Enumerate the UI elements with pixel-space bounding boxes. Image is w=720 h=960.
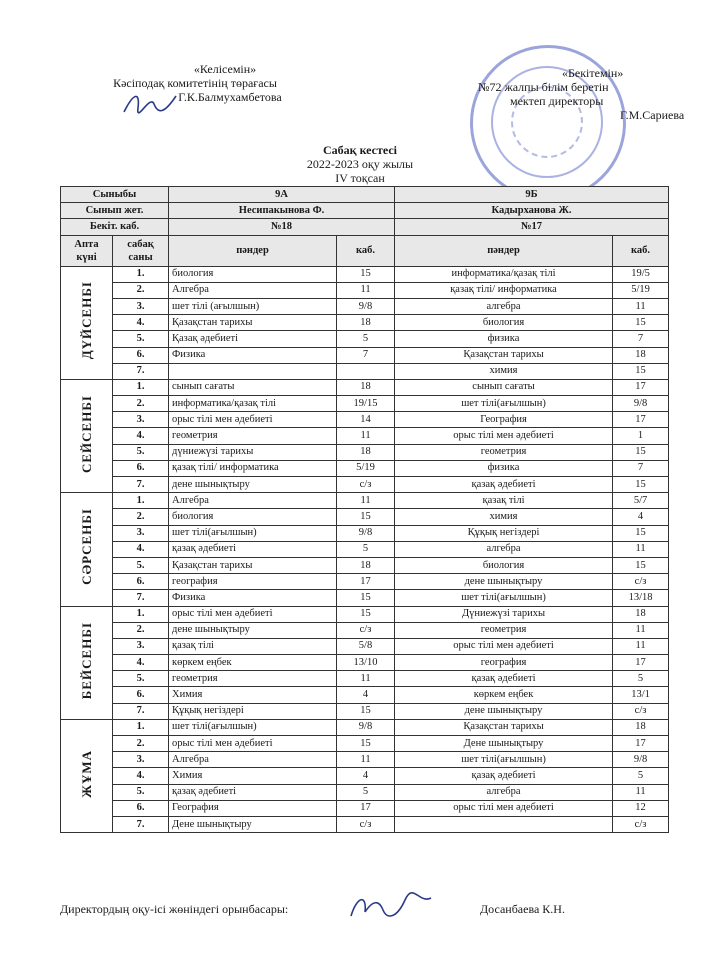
table-row xyxy=(61,298,669,314)
lesson-number: 1. xyxy=(113,719,169,735)
cabinet-b: 13/1 xyxy=(613,687,669,703)
room-row xyxy=(61,219,669,235)
day-cell xyxy=(61,719,113,832)
cabinet-a: 11 xyxy=(337,428,395,444)
subject-b: География xyxy=(395,412,613,428)
table-row xyxy=(61,541,669,557)
subject-b: қазақ тілі xyxy=(395,493,613,509)
table-row xyxy=(61,590,669,606)
cabinet-a: 5/19 xyxy=(337,460,395,476)
subject-b: Құқық негіздері xyxy=(395,525,613,541)
left-name: Г.К.Балмухамбетова xyxy=(178,90,282,104)
cabinet-a: 9/8 xyxy=(337,525,395,541)
cabinet-b: с/з xyxy=(613,816,669,832)
table-row xyxy=(61,752,669,768)
label-teacher: Сынып жет. xyxy=(61,203,169,219)
col-subj-b: пәндер xyxy=(395,235,613,266)
subject-a: Қазақстан тарихы xyxy=(169,557,337,573)
subject-b: физика xyxy=(395,460,613,476)
cabinet-a xyxy=(337,363,395,379)
cabinet-a: 18 xyxy=(337,557,395,573)
subject-a: орыс тілі мен әдебиеті xyxy=(169,606,337,622)
subject-a: Алгебра xyxy=(169,752,337,768)
table-row xyxy=(61,525,669,541)
subject-a: қазақ тілі xyxy=(169,638,337,654)
lesson-number: 4. xyxy=(113,315,169,331)
cabinet-a: 18 xyxy=(337,379,395,395)
day-label: БЕЙСЕНБІ xyxy=(78,621,94,699)
subject-a: информатика/қазақ тілі xyxy=(169,396,337,412)
cabinet-b: 17 xyxy=(613,655,669,671)
lesson-number: 3. xyxy=(113,638,169,654)
cabinet-a: 4 xyxy=(337,768,395,784)
lesson-number: 2. xyxy=(113,282,169,298)
title-year: 2022-2023 оқу жылы xyxy=(306,157,414,171)
subject-b: биология xyxy=(395,315,613,331)
cabinet-a: 9/8 xyxy=(337,719,395,735)
table-row xyxy=(61,509,669,525)
cabinet-b: 15 xyxy=(613,557,669,573)
subject-b: шет тілі(ағылшын) xyxy=(395,396,613,412)
subject-b: көркем еңбек xyxy=(395,687,613,703)
lesson-number: 1. xyxy=(113,266,169,282)
cabinet-b: 12 xyxy=(613,800,669,816)
col-cab-a: каб. xyxy=(337,235,395,266)
subject-a: биология xyxy=(169,266,337,282)
table-row xyxy=(61,282,669,298)
lesson-number: 5. xyxy=(113,784,169,800)
cabinet-b: 11 xyxy=(613,784,669,800)
subject-a: Химия xyxy=(169,768,337,784)
subject-b: информатика/қазақ тілі xyxy=(395,266,613,282)
col-day: Апта күні xyxy=(61,235,113,266)
table-row xyxy=(61,412,669,428)
teacher-row xyxy=(61,203,669,219)
cabinet-b: 15 xyxy=(613,315,669,331)
class-a: 9А xyxy=(169,187,395,203)
cabinet-b: с/з xyxy=(613,703,669,719)
title-main: Сабақ кестесі xyxy=(322,143,398,157)
table-row xyxy=(61,477,669,493)
table-row xyxy=(61,768,669,784)
table-row xyxy=(61,331,669,347)
cabinet-a: 7 xyxy=(337,347,395,363)
subject-a: қазақ әдебиеті xyxy=(169,541,337,557)
subject-b: қазақ әдебиеті xyxy=(395,768,613,784)
col-num: сабақ саны xyxy=(113,235,169,266)
lesson-number: 5. xyxy=(113,331,169,347)
cabinet-a: 18 xyxy=(337,444,395,460)
schedule-table xyxy=(60,186,669,833)
table-row xyxy=(61,736,669,752)
lesson-number: 4. xyxy=(113,655,169,671)
class-row xyxy=(61,187,669,203)
lesson-number: 6. xyxy=(113,460,169,476)
subject-a: биология xyxy=(169,509,337,525)
subject-b: Дүниежүзі тарихы xyxy=(395,606,613,622)
cabinet-b: 1 xyxy=(613,428,669,444)
cabinet-b: 9/8 xyxy=(613,396,669,412)
right-line1: №72 жалпы білім беретін xyxy=(478,80,609,94)
teacher-a: Несипакынова Ф. xyxy=(169,203,395,219)
day-cell xyxy=(61,266,113,379)
cabinet-b: 18 xyxy=(613,719,669,735)
lesson-number: 6. xyxy=(113,347,169,363)
table-row xyxy=(61,622,669,638)
subject-a: География xyxy=(169,800,337,816)
table-row xyxy=(61,363,669,379)
subject-b: алгебра xyxy=(395,298,613,314)
column-header-row xyxy=(61,235,669,266)
subject-b: қазақ әдебиеті xyxy=(395,671,613,687)
day-label: СЕЙСЕНБІ xyxy=(78,394,94,473)
cabinet-a: 11 xyxy=(337,282,395,298)
table-row xyxy=(61,396,669,412)
cabinet-a: 9/8 xyxy=(337,298,395,314)
lesson-number: 3. xyxy=(113,752,169,768)
subject-a: география xyxy=(169,574,337,590)
subject-a: Физика xyxy=(169,347,337,363)
cabinet-a: с/з xyxy=(337,816,395,832)
subject-b: Қазақстан тарихы xyxy=(395,347,613,363)
cabinet-a: 17 xyxy=(337,574,395,590)
subject-b: биология xyxy=(395,557,613,573)
subject-b: сынып сағаты xyxy=(395,379,613,395)
lesson-number: 3. xyxy=(113,298,169,314)
table-row xyxy=(61,655,669,671)
lesson-number: 5. xyxy=(113,444,169,460)
lesson-number: 4. xyxy=(113,768,169,784)
col-subj-a: пәндер xyxy=(169,235,337,266)
cabinet-b: 5 xyxy=(613,768,669,784)
day-label: ЖҰМА xyxy=(78,749,94,798)
cabinet-b: 7 xyxy=(613,460,669,476)
cabinet-a: с/з xyxy=(337,477,395,493)
cabinet-b: 11 xyxy=(613,622,669,638)
table-row xyxy=(61,266,669,282)
lesson-number: 4. xyxy=(113,541,169,557)
lesson-number: 1. xyxy=(113,606,169,622)
lesson-number: 7. xyxy=(113,816,169,832)
cabinet-a: 15 xyxy=(337,703,395,719)
teacher-b: Кадырханова Ж. xyxy=(395,203,669,219)
day-cell xyxy=(61,379,113,492)
cabinet-a: 13/10 xyxy=(337,655,395,671)
subject-a: Қазақ әдебиеті xyxy=(169,331,337,347)
subject-a: дене шынықтыру xyxy=(169,477,337,493)
label-room: Бекіт. каб. xyxy=(61,219,169,235)
lesson-number: 4. xyxy=(113,428,169,444)
cabinet-b: 5/19 xyxy=(613,282,669,298)
subject-a: Қазақстан тарихы xyxy=(169,315,337,331)
day-label: СӘРСЕНБІ xyxy=(78,508,94,586)
subject-a: дене шынықтыру xyxy=(169,622,337,638)
subject-b: қазақ тілі/ информатика xyxy=(395,282,613,298)
subject-a: Құқық негіздері xyxy=(169,703,337,719)
lesson-number: 2. xyxy=(113,622,169,638)
subject-a: Химия xyxy=(169,687,337,703)
col-cab-b: каб. xyxy=(613,235,669,266)
subject-a: дүниежүзі тарихы xyxy=(169,444,337,460)
subject-b: дене шынықтыру xyxy=(395,574,613,590)
cabinet-a: 5 xyxy=(337,331,395,347)
day-cell xyxy=(61,493,113,606)
cabinet-b: 15 xyxy=(613,525,669,541)
subject-a: Алгебра xyxy=(169,282,337,298)
cabinet-a: 5 xyxy=(337,541,395,557)
cabinet-a: 15 xyxy=(337,266,395,282)
table-row xyxy=(61,638,669,654)
cabinet-b: 17 xyxy=(613,379,669,395)
lesson-number: 5. xyxy=(113,671,169,687)
left-approve-label: «Келісемін» xyxy=(193,62,257,76)
right-line2: мектеп директоры xyxy=(510,94,604,108)
table-row xyxy=(61,444,669,460)
cabinet-b: 18 xyxy=(613,347,669,363)
table-row xyxy=(61,703,669,719)
lesson-number: 1. xyxy=(113,379,169,395)
table-row xyxy=(61,606,669,622)
cabinet-a: 5 xyxy=(337,784,395,800)
subject-b: орыс тілі мен әдебиеті xyxy=(395,428,613,444)
subject-a: шет тілі (ағылшын) xyxy=(169,298,337,314)
cabinet-b: 9/8 xyxy=(613,752,669,768)
cabinet-b: 4 xyxy=(613,509,669,525)
subject-b: геометрия xyxy=(395,622,613,638)
cabinet-b: 11 xyxy=(613,638,669,654)
cabinet-b: 15 xyxy=(613,477,669,493)
subject-a: геометрия xyxy=(169,671,337,687)
cabinet-b: 5/7 xyxy=(613,493,669,509)
subject-a: орыс тілі мен әдебиеті xyxy=(169,412,337,428)
cabinet-a: 19/15 xyxy=(337,396,395,412)
cabinet-a: 15 xyxy=(337,606,395,622)
table-row xyxy=(61,315,669,331)
subject-b: қазақ әдебиеті xyxy=(395,477,613,493)
lesson-number: 7. xyxy=(113,590,169,606)
cabinet-a: 5/8 xyxy=(337,638,395,654)
lesson-number: 3. xyxy=(113,525,169,541)
cabinet-a: 17 xyxy=(337,800,395,816)
cabinet-b: 15 xyxy=(613,363,669,379)
day-cell xyxy=(61,606,113,719)
lesson-number: 2. xyxy=(113,396,169,412)
subject-b: физика xyxy=(395,331,613,347)
right-approve-label: «Бекітемін» xyxy=(562,66,624,80)
day-label: ДҮЙСЕНБІ xyxy=(78,281,94,360)
subject-a: геометрия xyxy=(169,428,337,444)
cabinet-a: 11 xyxy=(337,671,395,687)
subject-b: шет тілі(ағылшын) xyxy=(395,752,613,768)
title-quarter: IV тоқсан xyxy=(335,171,385,185)
table-row xyxy=(61,784,669,800)
subject-a: көркем еңбек xyxy=(169,655,337,671)
cabinet-b: 13/18 xyxy=(613,590,669,606)
subject-b: орыс тілі мен әдебиеті xyxy=(395,638,613,654)
subject-a: шет тілі(ағылшын) xyxy=(169,525,337,541)
table-row xyxy=(61,428,669,444)
subject-a xyxy=(169,363,337,379)
table-row xyxy=(61,671,669,687)
cabinet-b: 18 xyxy=(613,606,669,622)
cabinet-b: 17 xyxy=(613,412,669,428)
subject-a: сынып сағаты xyxy=(169,379,337,395)
cabinet-a: 15 xyxy=(337,590,395,606)
table-row xyxy=(61,379,669,395)
cabinet-b: 15 xyxy=(613,444,669,460)
cabinet-a: 11 xyxy=(337,752,395,768)
subject-a: орыс тілі мен әдебиеті xyxy=(169,736,337,752)
subject-a: Дене шынықтыру xyxy=(169,816,337,832)
subject-b: химия xyxy=(395,363,613,379)
lesson-number: 7. xyxy=(113,363,169,379)
cabinet-b: 7 xyxy=(613,331,669,347)
cabinet-b: 11 xyxy=(613,298,669,314)
lesson-number: 7. xyxy=(113,703,169,719)
table-row xyxy=(61,347,669,363)
subject-a: шет тілі(ағылшын) xyxy=(169,719,337,735)
lesson-number: 6. xyxy=(113,800,169,816)
subject-b: геометрия xyxy=(395,444,613,460)
cabinet-a: с/з xyxy=(337,622,395,638)
subject-b xyxy=(395,816,613,832)
table-row xyxy=(61,574,669,590)
footer-name: Досанбаева К.Н. xyxy=(480,902,565,916)
lesson-number: 2. xyxy=(113,509,169,525)
right-name: Г.М.Сариева xyxy=(620,108,685,122)
lesson-number: 6. xyxy=(113,574,169,590)
subject-b: география xyxy=(395,655,613,671)
lesson-number: 7. xyxy=(113,477,169,493)
table-row xyxy=(61,557,669,573)
cabinet-a: 4 xyxy=(337,687,395,703)
subject-a: қазақ әдебиеті xyxy=(169,784,337,800)
subject-b: алгебра xyxy=(395,784,613,800)
table-row xyxy=(61,719,669,735)
footer-position: Директордың оқу-ісі жөніндегі орынбасары: xyxy=(60,902,289,916)
cabinet-a: 15 xyxy=(337,509,395,525)
subject-b: орыс тілі мен әдебиеті xyxy=(395,800,613,816)
footer-signature xyxy=(345,890,435,924)
cabinet-b: 5 xyxy=(613,671,669,687)
room-b: №17 xyxy=(395,219,669,235)
class-b: 9Б xyxy=(395,187,669,203)
subject-a: қазақ тілі/ информатика xyxy=(169,460,337,476)
cabinet-b: 19/5 xyxy=(613,266,669,282)
right-approval xyxy=(470,66,690,122)
label-class: Сыныбы xyxy=(61,187,169,203)
lesson-number: 1. xyxy=(113,493,169,509)
table-row xyxy=(61,816,669,832)
cabinet-b: 11 xyxy=(613,541,669,557)
table-row xyxy=(61,493,669,509)
left-position: Кәсіподақ комитетінің төрағасы xyxy=(113,76,277,90)
subject-a: Алгебра xyxy=(169,493,337,509)
subject-b: Қазақстан тарихы xyxy=(395,719,613,735)
lesson-number: 6. xyxy=(113,687,169,703)
cabinet-b: 17 xyxy=(613,736,669,752)
cabinet-a: 11 xyxy=(337,493,395,509)
table-row xyxy=(61,687,669,703)
subject-b: химия xyxy=(395,509,613,525)
subject-b: шет тілі(ағылшын) xyxy=(395,590,613,606)
cabinet-a: 14 xyxy=(337,412,395,428)
table-row xyxy=(61,800,669,816)
subject-b: Дене шынықтыру xyxy=(395,736,613,752)
subject-a: Физика xyxy=(169,590,337,606)
left-signature xyxy=(120,88,180,118)
document-title xyxy=(250,143,470,185)
cabinet-a: 18 xyxy=(337,315,395,331)
lesson-number: 5. xyxy=(113,557,169,573)
room-a: №18 xyxy=(169,219,395,235)
subject-b: дене шынықтыру xyxy=(395,703,613,719)
lesson-number: 3. xyxy=(113,412,169,428)
cabinet-b: с/з xyxy=(613,574,669,590)
table-row xyxy=(61,460,669,476)
subject-b: алгебра xyxy=(395,541,613,557)
left-approval xyxy=(60,62,330,104)
lesson-number: 2. xyxy=(113,736,169,752)
cabinet-a: 15 xyxy=(337,736,395,752)
